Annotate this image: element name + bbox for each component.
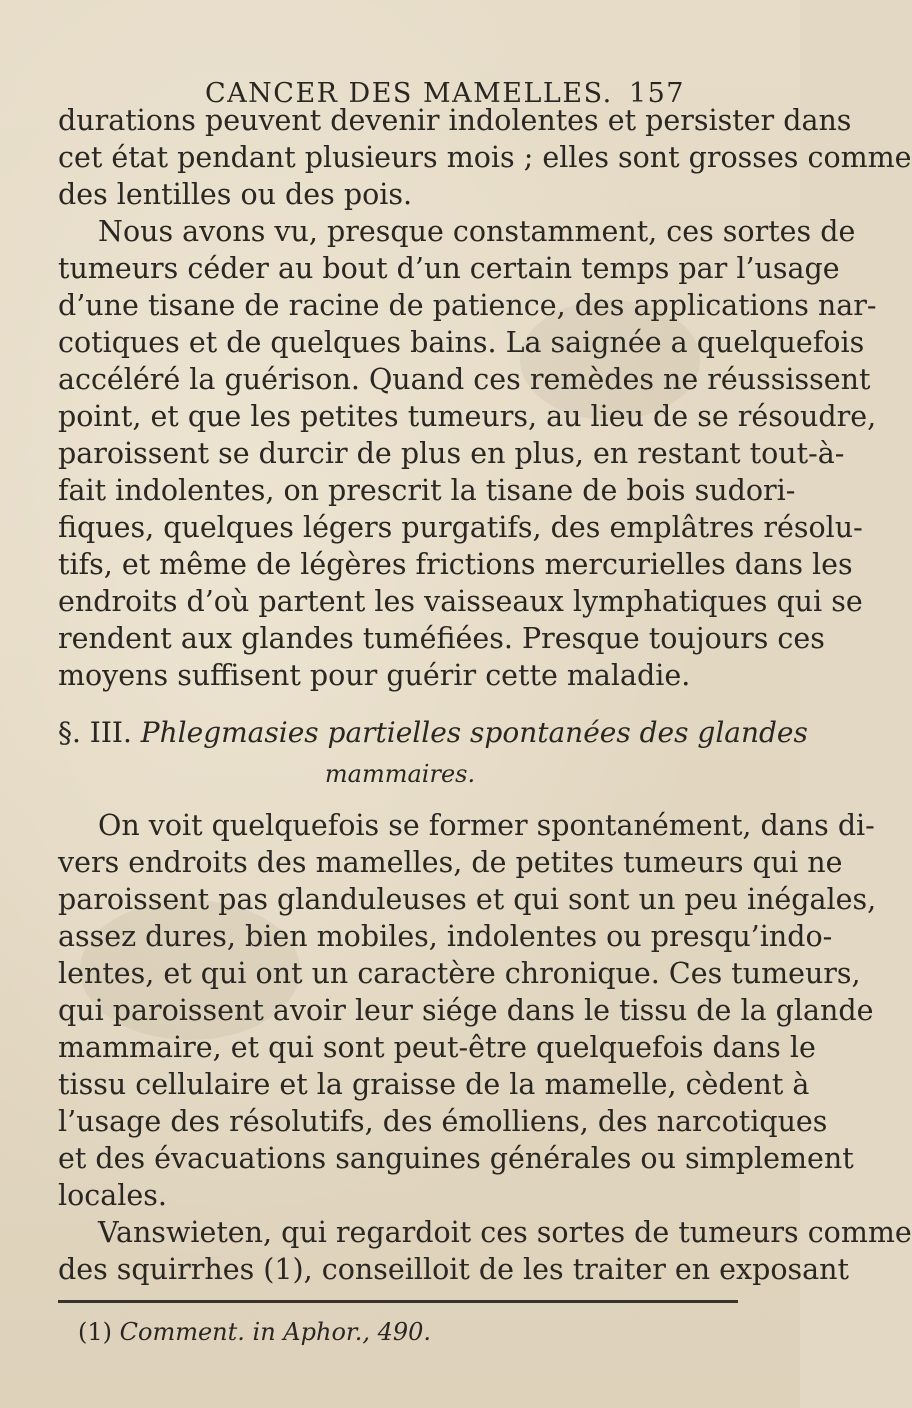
- text-line: l’usage des résolutifs, des émolliens, des narcotiques: [58, 1105, 828, 1138]
- text-line: cet état pendant plusieurs mois ; elles sont grosses comme: [58, 141, 912, 174]
- text-line: endroits d’où partent les vaisseaux lymphatiques qui se: [58, 585, 863, 618]
- section-number: §. III.: [58, 716, 132, 749]
- page-number: 157: [628, 78, 685, 109]
- text-line: rendent aux glandes tuméfiées. Presque toujours ces: [58, 622, 825, 655]
- text-line: Vanswieten, qui regardoit ces sortes de tumeurs comme: [98, 1216, 912, 1249]
- text-line: fiques, quelques légers purgatifs, des emplâtres résolu-: [58, 511, 863, 544]
- text-line: des lentilles ou des pois.: [58, 178, 413, 211]
- text-line: cotiques et de quelques bains. La saignée a quelquefois: [58, 326, 865, 359]
- footnote-rule: [58, 1300, 738, 1303]
- section-heading: [58, 716, 808, 749]
- text-line: lentes, et qui ont un caractère chronique. Ces tumeurs,: [58, 957, 861, 990]
- text-line: d’une tisane de racine de patience, des applications nar-: [58, 289, 877, 322]
- text-line: tifs, et même de légères frictions mercurielles dans les: [58, 548, 853, 581]
- text-line: paroissent se durcir de plus en plus, en restant tout-à-: [58, 437, 845, 470]
- text-line: moyens suffisent pour guérir cette maladie.: [58, 659, 691, 692]
- text-line: tissu cellulaire et la graisse de la mamelle, cèdent à: [58, 1068, 810, 1101]
- section-title-continued: mammaires.: [324, 760, 476, 788]
- text-line: point, et que les petites tumeurs, au lieu de se résoudre,: [58, 400, 877, 433]
- text-line: paroissent pas glanduleuses et qui sont un peu inégales,: [58, 883, 877, 916]
- running-title: CANCER DES MAMELLES.: [205, 78, 613, 109]
- text-line: Nous avons vu, presque constamment, ces sortes de: [98, 215, 856, 248]
- text-line: tumeurs céder au bout d’un certain temps par l’usage: [58, 252, 840, 285]
- text-line: durations peuvent devenir indolentes et persister dans: [58, 104, 852, 137]
- text-line: des squirrhes (1), conseilloit de les traiter en exposant: [58, 1253, 849, 1286]
- text-line: assez dures, bien mobiles, indolentes ou presqu’indo-: [58, 920, 833, 953]
- text-line: mammaire, et qui sont peut-être quelquefois dans le: [58, 1031, 816, 1064]
- text-line: et des évacuations sanguines générales ou simplement: [58, 1142, 854, 1175]
- text-line: On voit quelquefois se former spontanément, dans di-: [98, 809, 875, 842]
- footnote-marker: (1): [78, 1318, 112, 1346]
- text-line: fait indolentes, on prescrit la tisane de bois sudori-: [58, 474, 796, 507]
- section-title: Phlegmasies partielles spontanées des glandes: [140, 716, 808, 749]
- text-line: qui paroissent avoir leur siége dans le tissu de la glande: [58, 994, 874, 1027]
- footnote: [78, 1318, 431, 1346]
- footnote-text: Comment. in Aphor., 490.: [119, 1318, 432, 1346]
- text-line: vers endroits des mamelles, de petites tumeurs qui ne: [58, 846, 843, 879]
- text-line: accéléré la guérison. Quand ces remèdes ne réussissent: [58, 363, 871, 396]
- text-line: locales.: [58, 1179, 167, 1212]
